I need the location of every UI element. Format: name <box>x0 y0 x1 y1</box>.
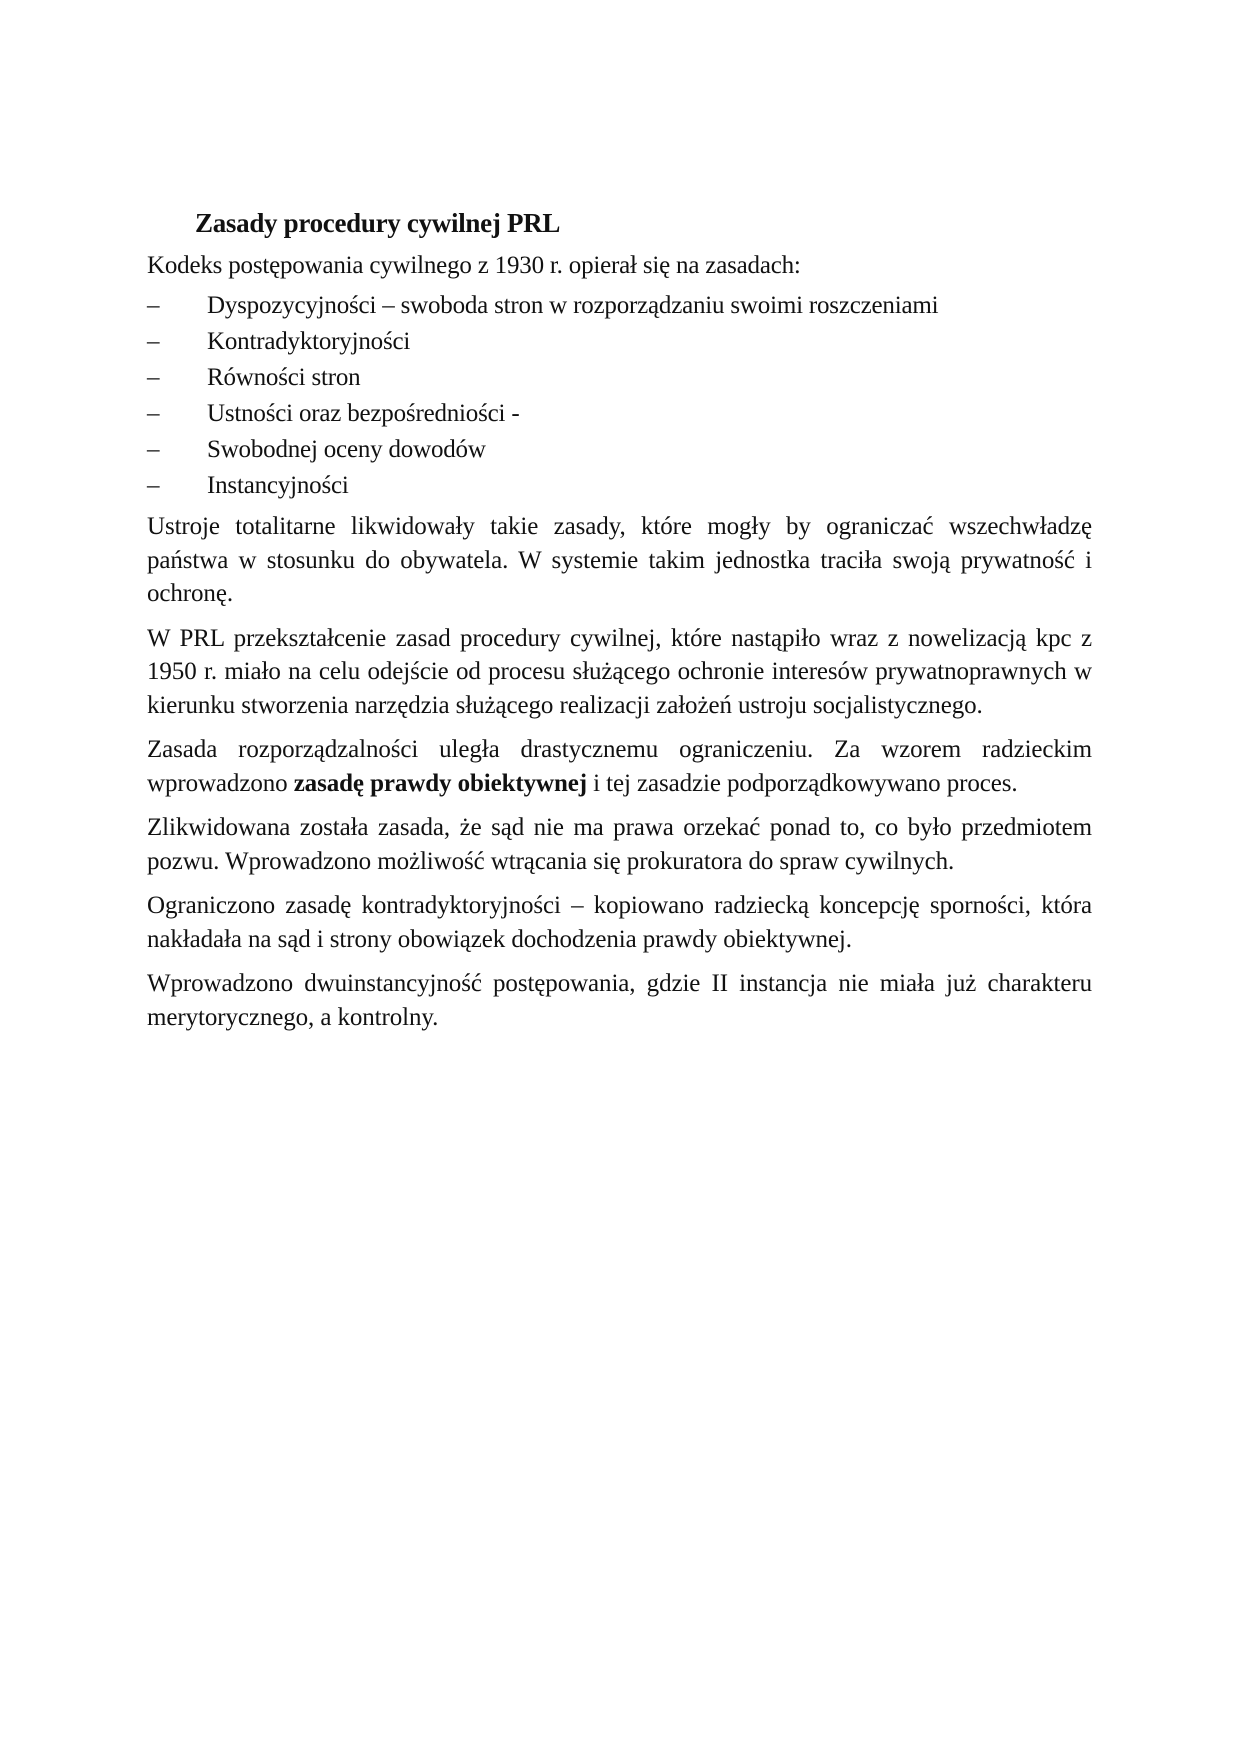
list-item-text: Równości stron <box>207 364 361 391</box>
list-item <box>147 288 1092 324</box>
paragraph-prl-transformation: W PRL przekształcenie zasad procedury cywilnej, które nastąpiło wraz z nowelizacją kpc z 1950 r. miało na celu odejście od procesu służącego ochronie interesów prywatnoprawnych w kierunku stworzenia narzędzia służącego realizacji założeń ustroju socjalistycznego. <box>147 624 1092 719</box>
list-item-text: Swobodnej oceny dowodów <box>207 436 486 463</box>
dash-bullet-icon: – <box>147 436 160 463</box>
document-body <box>147 205 1092 1045</box>
list-item <box>147 360 1092 396</box>
dash-bullet-icon: – <box>147 400 160 427</box>
list-item <box>147 468 1092 504</box>
dash-bullet-icon: – <box>147 292 160 319</box>
list-item-text: Dyspozycyjności – swoboda stron w rozporządzaniu swoimi roszczeniami <box>207 292 939 319</box>
paragraph-totalitarian-systems: Ustroje totalitarne likwidowały takie zasady, które mogły by ograniczać wszechwładzę państwa w stosunku do obywatela. W systemie takim jednostka traciła swoją prywatność i ochronę. <box>147 513 1092 607</box>
paragraph-text: i tej zasadzie podporządkowywano proces. <box>587 769 1018 797</box>
document-title: Zasady procedury cywilnej PRL <box>195 208 561 238</box>
paragraph-adversarial-principle: Ograniczono zasadę kontradyktoryjności – kopiowano radziecką koncepcję sporności, która nakładała na sąd i strony obowiązek dochodzenia prawdy obiektywnej. <box>147 892 1092 953</box>
list-item-text: Ustności oraz bezpośredniości - <box>207 400 520 427</box>
list-item <box>147 396 1092 432</box>
paragraph-text: Zasada rozporządzalności uległa drastycznemu ograniczeniu. Za wzorem radzieckim wprowadzono <box>147 736 1092 797</box>
paragraph-prosecutor: Zlikwidowana została zasada, że sąd nie ma prawa orzekać ponad to, co było przedmiotem pozwu. Wprowadzono możliwość wtrącania się prokuratora do spraw cywilnych. <box>147 814 1092 875</box>
intro-sentence: Kodeks postępowania cywilnego z 1930 r. opierał się na zasadach: <box>147 252 801 279</box>
paragraph-objective-truth <box>147 733 1092 800</box>
dash-bullet-icon: – <box>147 328 160 355</box>
paragraph-two-instances: Wprowadzono dwuinstancyjność postępowania, gdzie II instancja nie miała już charakteru merytorycznego, a kontrolny. <box>147 970 1092 1031</box>
list-item <box>147 432 1092 468</box>
principles-list <box>147 288 1092 504</box>
dash-bullet-icon: – <box>147 472 160 499</box>
list-item <box>147 324 1092 360</box>
list-item-text: Instancyjności <box>207 472 349 499</box>
dash-bullet-icon: – <box>147 364 160 391</box>
paragraph-bold-text: zasadę prawdy obiektywnej <box>293 769 588 797</box>
list-item-text: Kontradyktoryjności <box>207 328 411 355</box>
